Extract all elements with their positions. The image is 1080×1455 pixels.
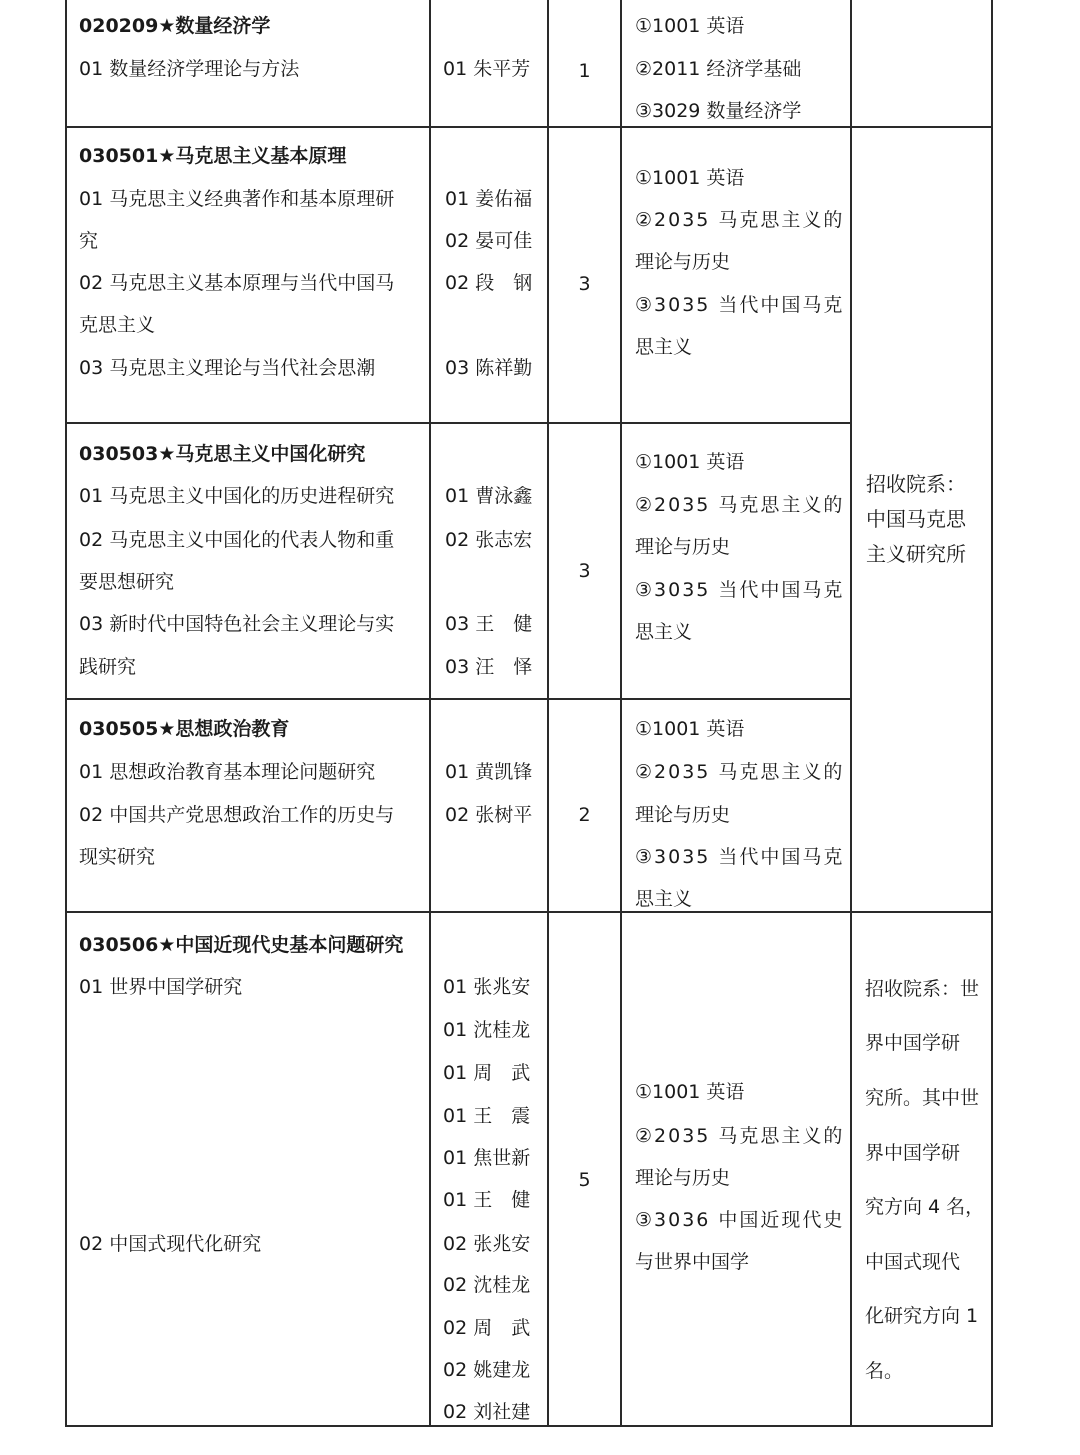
research-direction: 现实研究 [79,846,156,868]
research-direction: 01 思想政治教育基本理论问题研究 [79,761,376,783]
research-direction: 03 新时代中国特色社会主义理论与实 [79,613,395,635]
advisor: 03 王 健 [445,613,533,635]
program-code: 030503★马克思主义中国化研究 [79,443,366,465]
remark: 化研究方向 1 [865,1305,979,1327]
exam-subject: 思主义 [635,621,693,643]
table-divider-exam [850,0,852,1427]
advisor: 02 晏可佳 [445,230,533,252]
remark: 究方向 4 名， [865,1196,985,1218]
exam-subject: 理论与历史 [635,1167,731,1189]
exam-subject: ①1001 英语 [635,1081,745,1103]
advisor: 01 曹泳鑫 [445,485,533,507]
advisor: 02 姚建龙 [443,1359,531,1381]
quota: 3 [578,560,591,582]
research-direction: 究 [79,230,99,252]
exam-subject: ③3036 中国近现代史 [635,1209,845,1231]
advisor: 01 张兆安 [443,976,531,998]
advisor: 01 王 震 [443,1105,531,1127]
row-divider [65,698,852,700]
research-direction: 02 中国式现代化研究 [79,1233,262,1255]
advisor: 03 汪 怿 [445,656,533,678]
exam-subject: ③3035 当代中国马克 [635,846,845,868]
advisor: 02 周 武 [443,1317,531,1339]
exam-subject: 理论与历史 [635,804,731,826]
research-direction: 02 马克思主义中国化的代表人物和重 [79,529,395,551]
advisor: 01 姜佑福 [445,188,533,210]
advisor: 02 张兆安 [443,1233,531,1255]
quota: 5 [578,1169,591,1191]
advisor: 02 张志宏 [445,529,533,551]
row-divider [65,126,993,128]
exam-subject: 思主义 [635,336,693,358]
exam-subject: 理论与历史 [635,251,731,273]
remark: 界中国学研 [865,1142,961,1164]
table-divider-quota [620,0,622,1427]
advisor: 02 刘社建 [443,1401,531,1423]
program-code: 030501★马克思主义基本原理 [79,145,347,167]
quota: 3 [578,273,591,295]
advisor: 02 张树平 [445,804,533,826]
program-code: 030505★思想政治教育 [79,718,290,740]
exam-subject: ③3029 数量经济学 [635,100,802,122]
table-border-left [65,0,67,1427]
advisor: 01 焦世新 [443,1147,531,1169]
research-direction: 克思主义 [79,314,156,336]
remark: 界中国学研 [865,1032,961,1054]
advisor: 01 周 武 [443,1062,531,1084]
research-direction: 01 马克思主义中国化的历史进程研究 [79,485,395,507]
table-border-bottom [65,1425,993,1427]
remark: 究所。其中世 [865,1087,980,1109]
advisor: 02 沈桂龙 [443,1274,531,1296]
exam-subject: 思主义 [635,888,693,910]
advisor: 01 黄凯锋 [445,761,533,783]
research-direction: 02 中国共产党思想政治工作的历史与 [79,804,395,826]
research-direction: 03 马克思主义理论与当代社会思潮 [79,357,376,379]
advisor: 02 段 钢 [445,272,533,294]
research-direction: 践研究 [79,656,137,678]
exam-subject: ③3035 当代中国马克 [635,294,845,316]
remark: 中国式现代 [865,1251,961,1273]
advisor: 01 王 健 [443,1189,531,1211]
row-divider [65,911,993,913]
exam-subject: ②2035 马克思主义的 [635,1125,845,1147]
quota: 2 [578,804,591,826]
table-divider-direction [429,0,431,1427]
advisor: 03 陈祥勤 [445,357,533,379]
exam-subject: ①1001 英语 [635,451,745,473]
research-direction: 01 数量经济学理论与方法 [79,58,300,80]
research-direction: 要思想研究 [79,571,175,593]
remark: 招收院系： [866,472,966,496]
quota: 1 [578,60,591,82]
table-border-right [991,0,993,1427]
remark: 招收院系：世 [865,978,980,1000]
exam-subject: ①1001 英语 [635,718,745,740]
table-divider-advisor [547,0,549,1427]
research-direction: 01 马克思主义经典著作和基本原理研 [79,188,395,210]
program-code: 020209★数量经济学 [79,15,271,37]
remark: 中国马克思 [866,507,966,531]
exam-subject: ②2035 马克思主义的 [635,209,845,231]
exam-subject: ③3035 当代中国马克 [635,579,845,601]
exam-subject: 理论与历史 [635,536,731,558]
exam-subject: ②2035 马克思主义的 [635,494,845,516]
remark: 主义研究所 [866,542,966,566]
remark: 名。 [865,1360,904,1382]
advisor: 01 沈桂龙 [443,1019,531,1041]
row-divider [65,422,852,424]
advisor: 01 朱平芳 [443,58,531,80]
research-direction: 02 马克思主义基本原理与当代中国马 [79,272,395,294]
program-code: 030506★中国近现代史基本问题研究 [79,934,404,956]
exam-subject: ①1001 英语 [635,167,745,189]
exam-subject: 与世界中国学 [635,1251,750,1273]
exam-subject: ②2035 马克思主义的 [635,761,845,783]
exam-subject: ①1001 英语 [635,15,745,37]
research-direction: 01 世界中国学研究 [79,976,243,998]
exam-subject: ②2011 经济学基础 [635,58,802,80]
